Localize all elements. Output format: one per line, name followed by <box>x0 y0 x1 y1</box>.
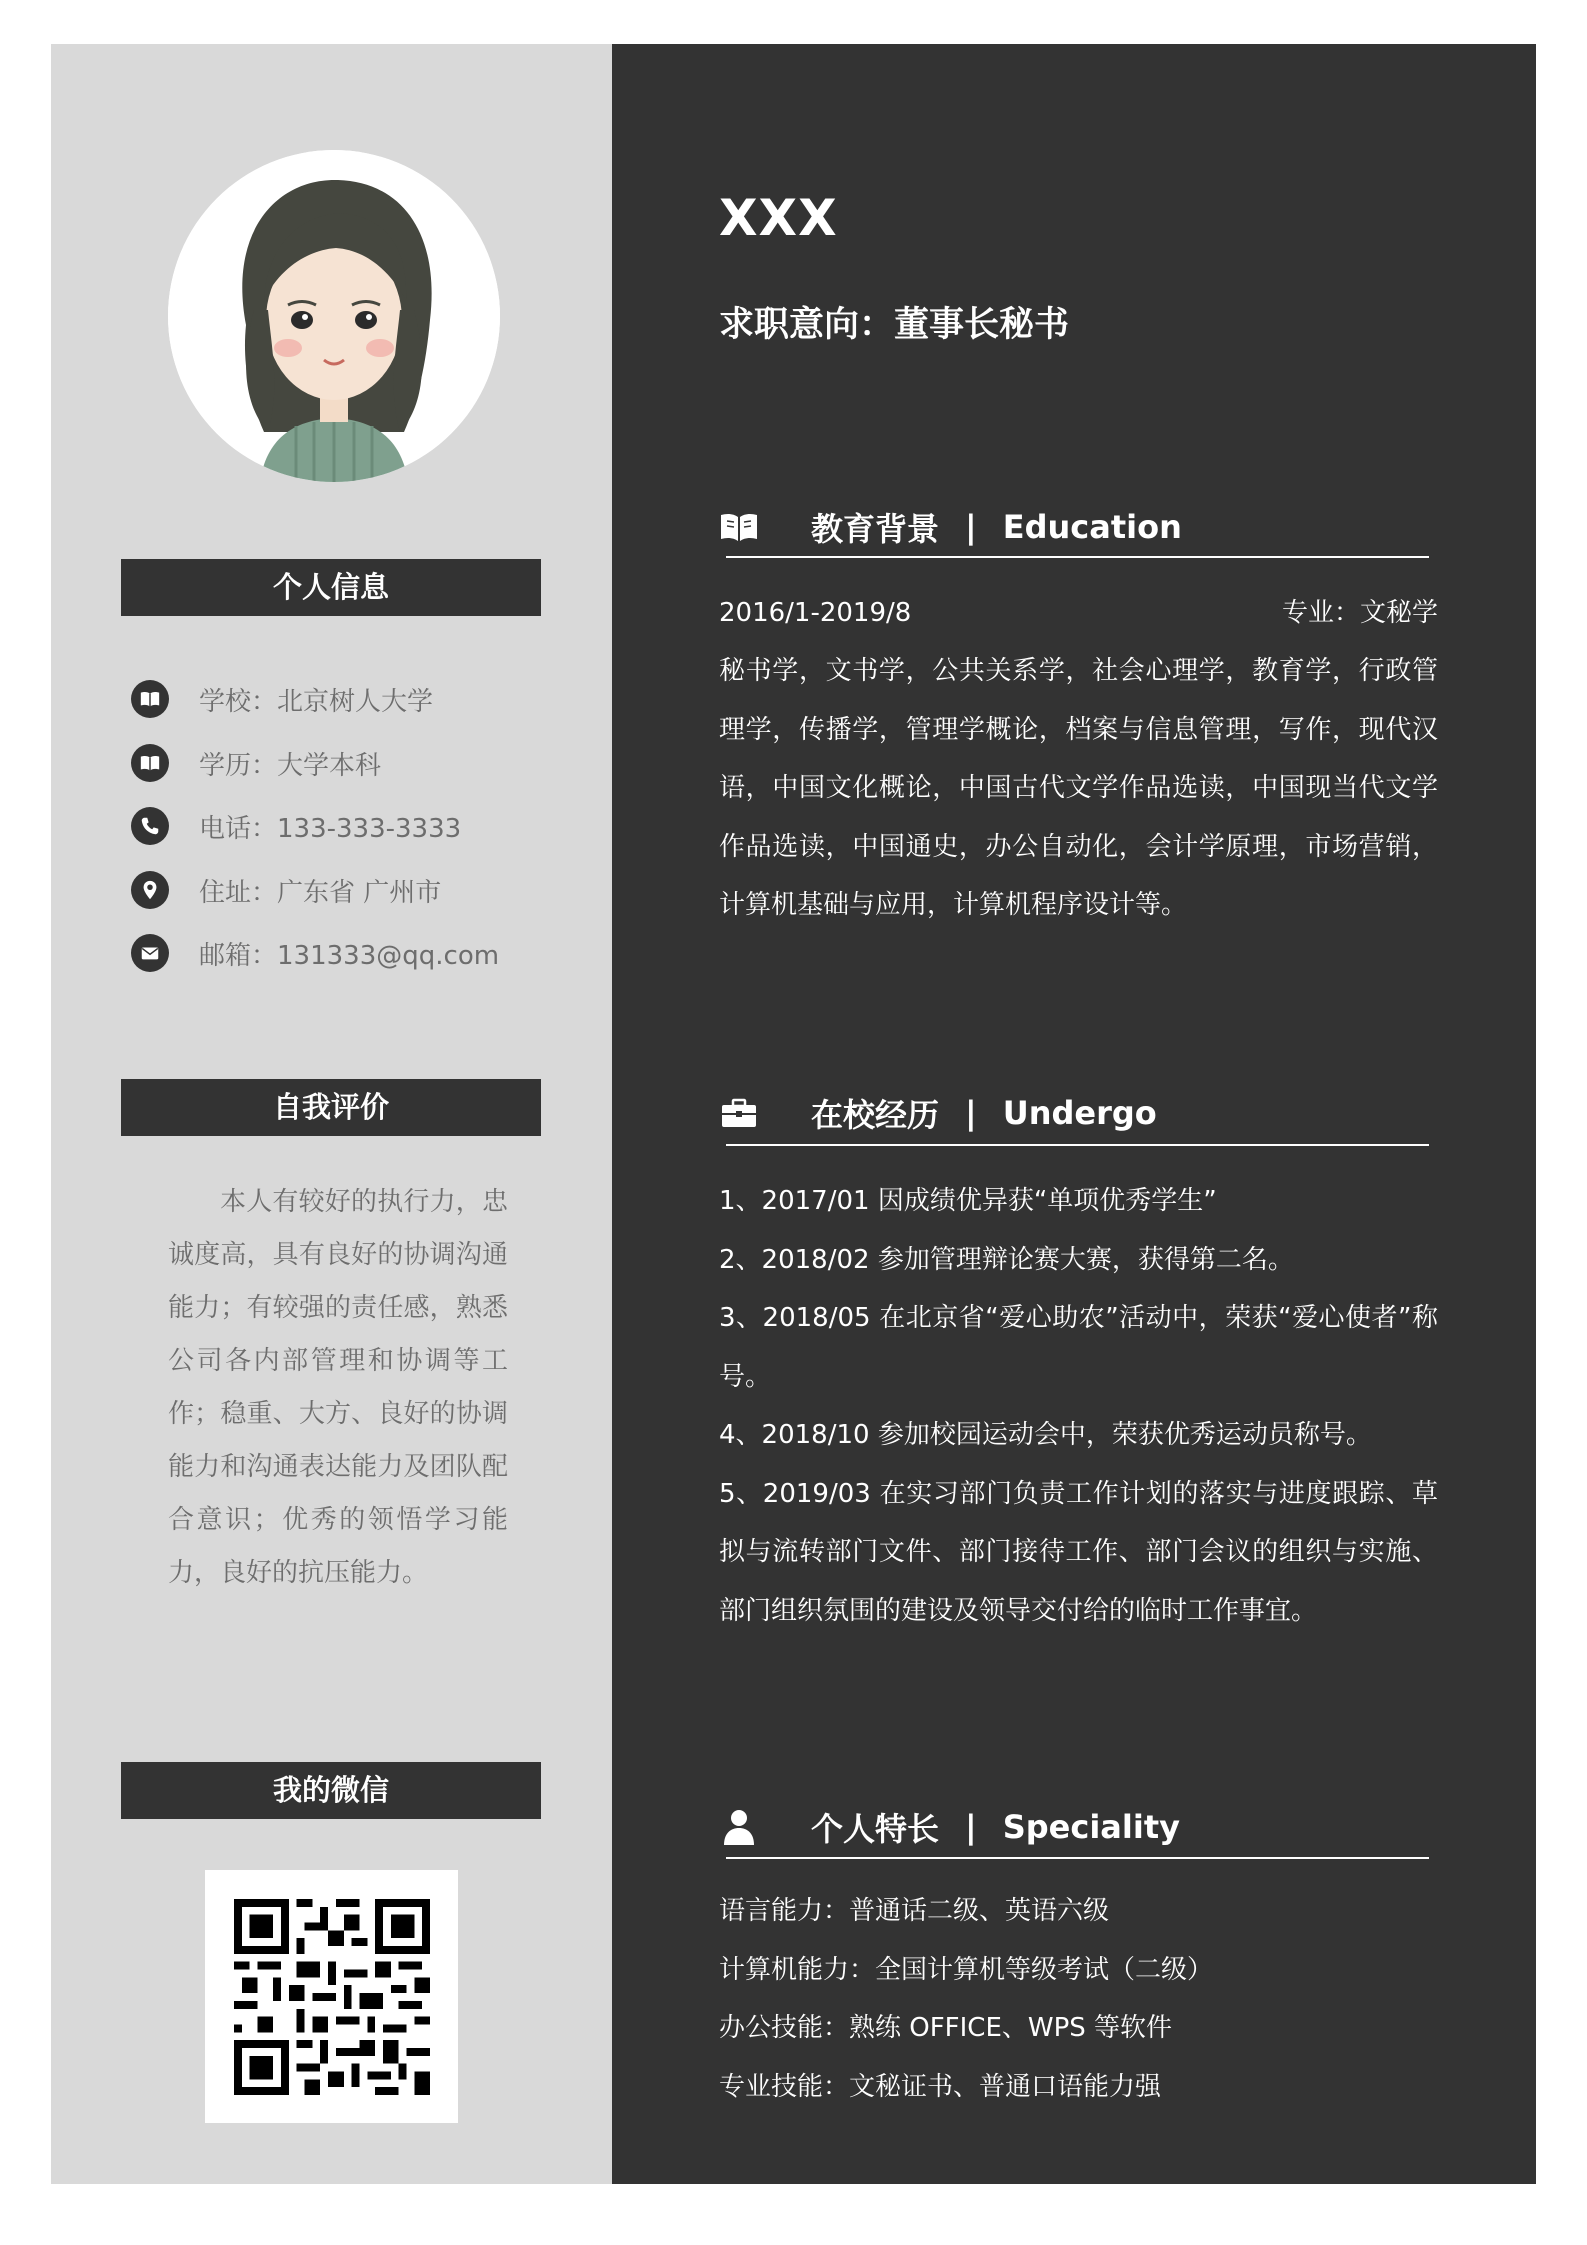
left-column <box>51 44 612 2184</box>
undergo-title-en: Undergo <box>1002 1094 1157 1132</box>
speciality-divider <box>726 1857 1429 1859</box>
list-item: 专业技能：文秘证书、普通口语能力强 <box>719 2071 1162 2102</box>
self-evaluation-header: 自我评价 <box>121 1079 541 1136</box>
list-item: 1、2017/01 因成绩优异获“单项优秀学生” <box>719 1186 1217 1216</box>
speciality-title-cn: 个人特长 <box>811 1810 940 1848</box>
education-divider <box>726 556 1429 558</box>
education-separator: | <box>965 508 977 546</box>
list-item: 2、2018/02 参加管理辩论赛大赛，获得第二名。 <box>719 1244 1294 1275</box>
resume-sheet <box>51 44 1536 2184</box>
briefcase-icon <box>719 1093 759 1133</box>
undergo-divider <box>726 1144 1429 1146</box>
undergo-separator: | <box>965 1094 977 1132</box>
phone-icon <box>131 807 169 845</box>
avatar <box>168 150 500 482</box>
qr-code-icon <box>234 1899 430 2095</box>
info-phone <box>131 804 461 848</box>
avatar-illustration <box>168 150 500 482</box>
job-intent: 求职意向：董事长秘书 <box>719 305 1070 345</box>
wechat-header: 我的微信 <box>121 1762 541 1819</box>
location-pin-icon <box>131 871 169 909</box>
envelope-icon <box>131 934 169 972</box>
candidate-name: XXX <box>719 189 838 247</box>
personal-info-header: 个人信息 <box>121 559 541 616</box>
info-address-text: 住址：广东省 广州市 <box>199 877 442 908</box>
info-degree-text: 学历：大学本科 <box>199 750 382 781</box>
undergo-title-cn: 在校经历 <box>811 1096 940 1134</box>
list-item: 语言能力：普通话二级、英语六级 <box>719 1896 1110 1926</box>
education-meta <box>719 584 1438 642</box>
person-icon <box>719 1807 759 1847</box>
speciality-header <box>719 1802 1180 1852</box>
book-icon <box>131 680 169 718</box>
speciality-separator: | <box>965 1808 977 1846</box>
list-item: 3、2018/05 在北京省“爱心助农”活动中，荣获“爱心使者”称号。 <box>719 1303 1438 1392</box>
info-degree <box>131 741 381 785</box>
education-title-cn: 教育背景 <box>811 510 940 548</box>
education-courses: 秘书学，文书学，公共关系学，社会心理学，教育学，行政管理学，传播学，管理学概论，档案与信息管理，写作，现代汉语，中国文化概论，中国古代文学作品选读，中国现当代文学作品选读，中国通史，办公自动化，会计学原理，市场营销，计算机基础与应用，计算机程序设计等。 <box>719 656 1438 920</box>
list-item: 5、2019/03 在实习部门负责工作计划的落实与进度跟踪、草拟与流转部门文件、部门接待工作、部门会议的组织与实施、部门组织氛围的建设及领导交付给的临时工作事宜。 <box>719 1478 1438 1626</box>
right-column <box>612 44 1536 2184</box>
education-major: 专业：文秘学 <box>1281 598 1438 628</box>
info-school <box>131 677 433 721</box>
info-phone-text: 电话：133-333-3333 <box>199 813 462 844</box>
open-book-icon <box>719 507 759 547</box>
speciality-list <box>719 1882 1438 2116</box>
book-icon <box>131 744 169 782</box>
education-title-en: Education <box>1002 508 1182 546</box>
info-address <box>131 868 441 912</box>
info-school-text: 学校：北京树人大学 <box>199 686 434 717</box>
undergo-header <box>719 1088 1157 1138</box>
speciality-title-en: Speciality <box>1002 1808 1180 1846</box>
info-email-text: 邮箱：131333@qq.com <box>199 940 500 971</box>
education-header <box>719 502 1182 552</box>
self-evaluation-text: 本人有较好的执行力，忠诚度高，具有良好的协调沟通能力；有较强的责任感，熟悉公司各内部管理和协调等工作；稳重、大方、良好的协调能力和沟通表达能力及团队配合意识；优秀的领悟学习能力，良好的抗压能力。 <box>168 1187 508 1588</box>
info-email <box>131 931 499 975</box>
undergo-list <box>719 1172 1438 1640</box>
list-item: 办公技能：熟练 OFFICE、WPS 等软件 <box>719 2013 1173 2043</box>
list-item: 计算机能力：全国计算机等级考试（二级） <box>719 1954 1214 1985</box>
wechat-qr-code[interactable] <box>205 1870 458 2123</box>
education-period: 2016/1-2019/8 <box>719 598 912 628</box>
list-item: 4、2018/10 参加校园运动会中，荣获优秀运动员称号。 <box>719 1420 1372 1450</box>
